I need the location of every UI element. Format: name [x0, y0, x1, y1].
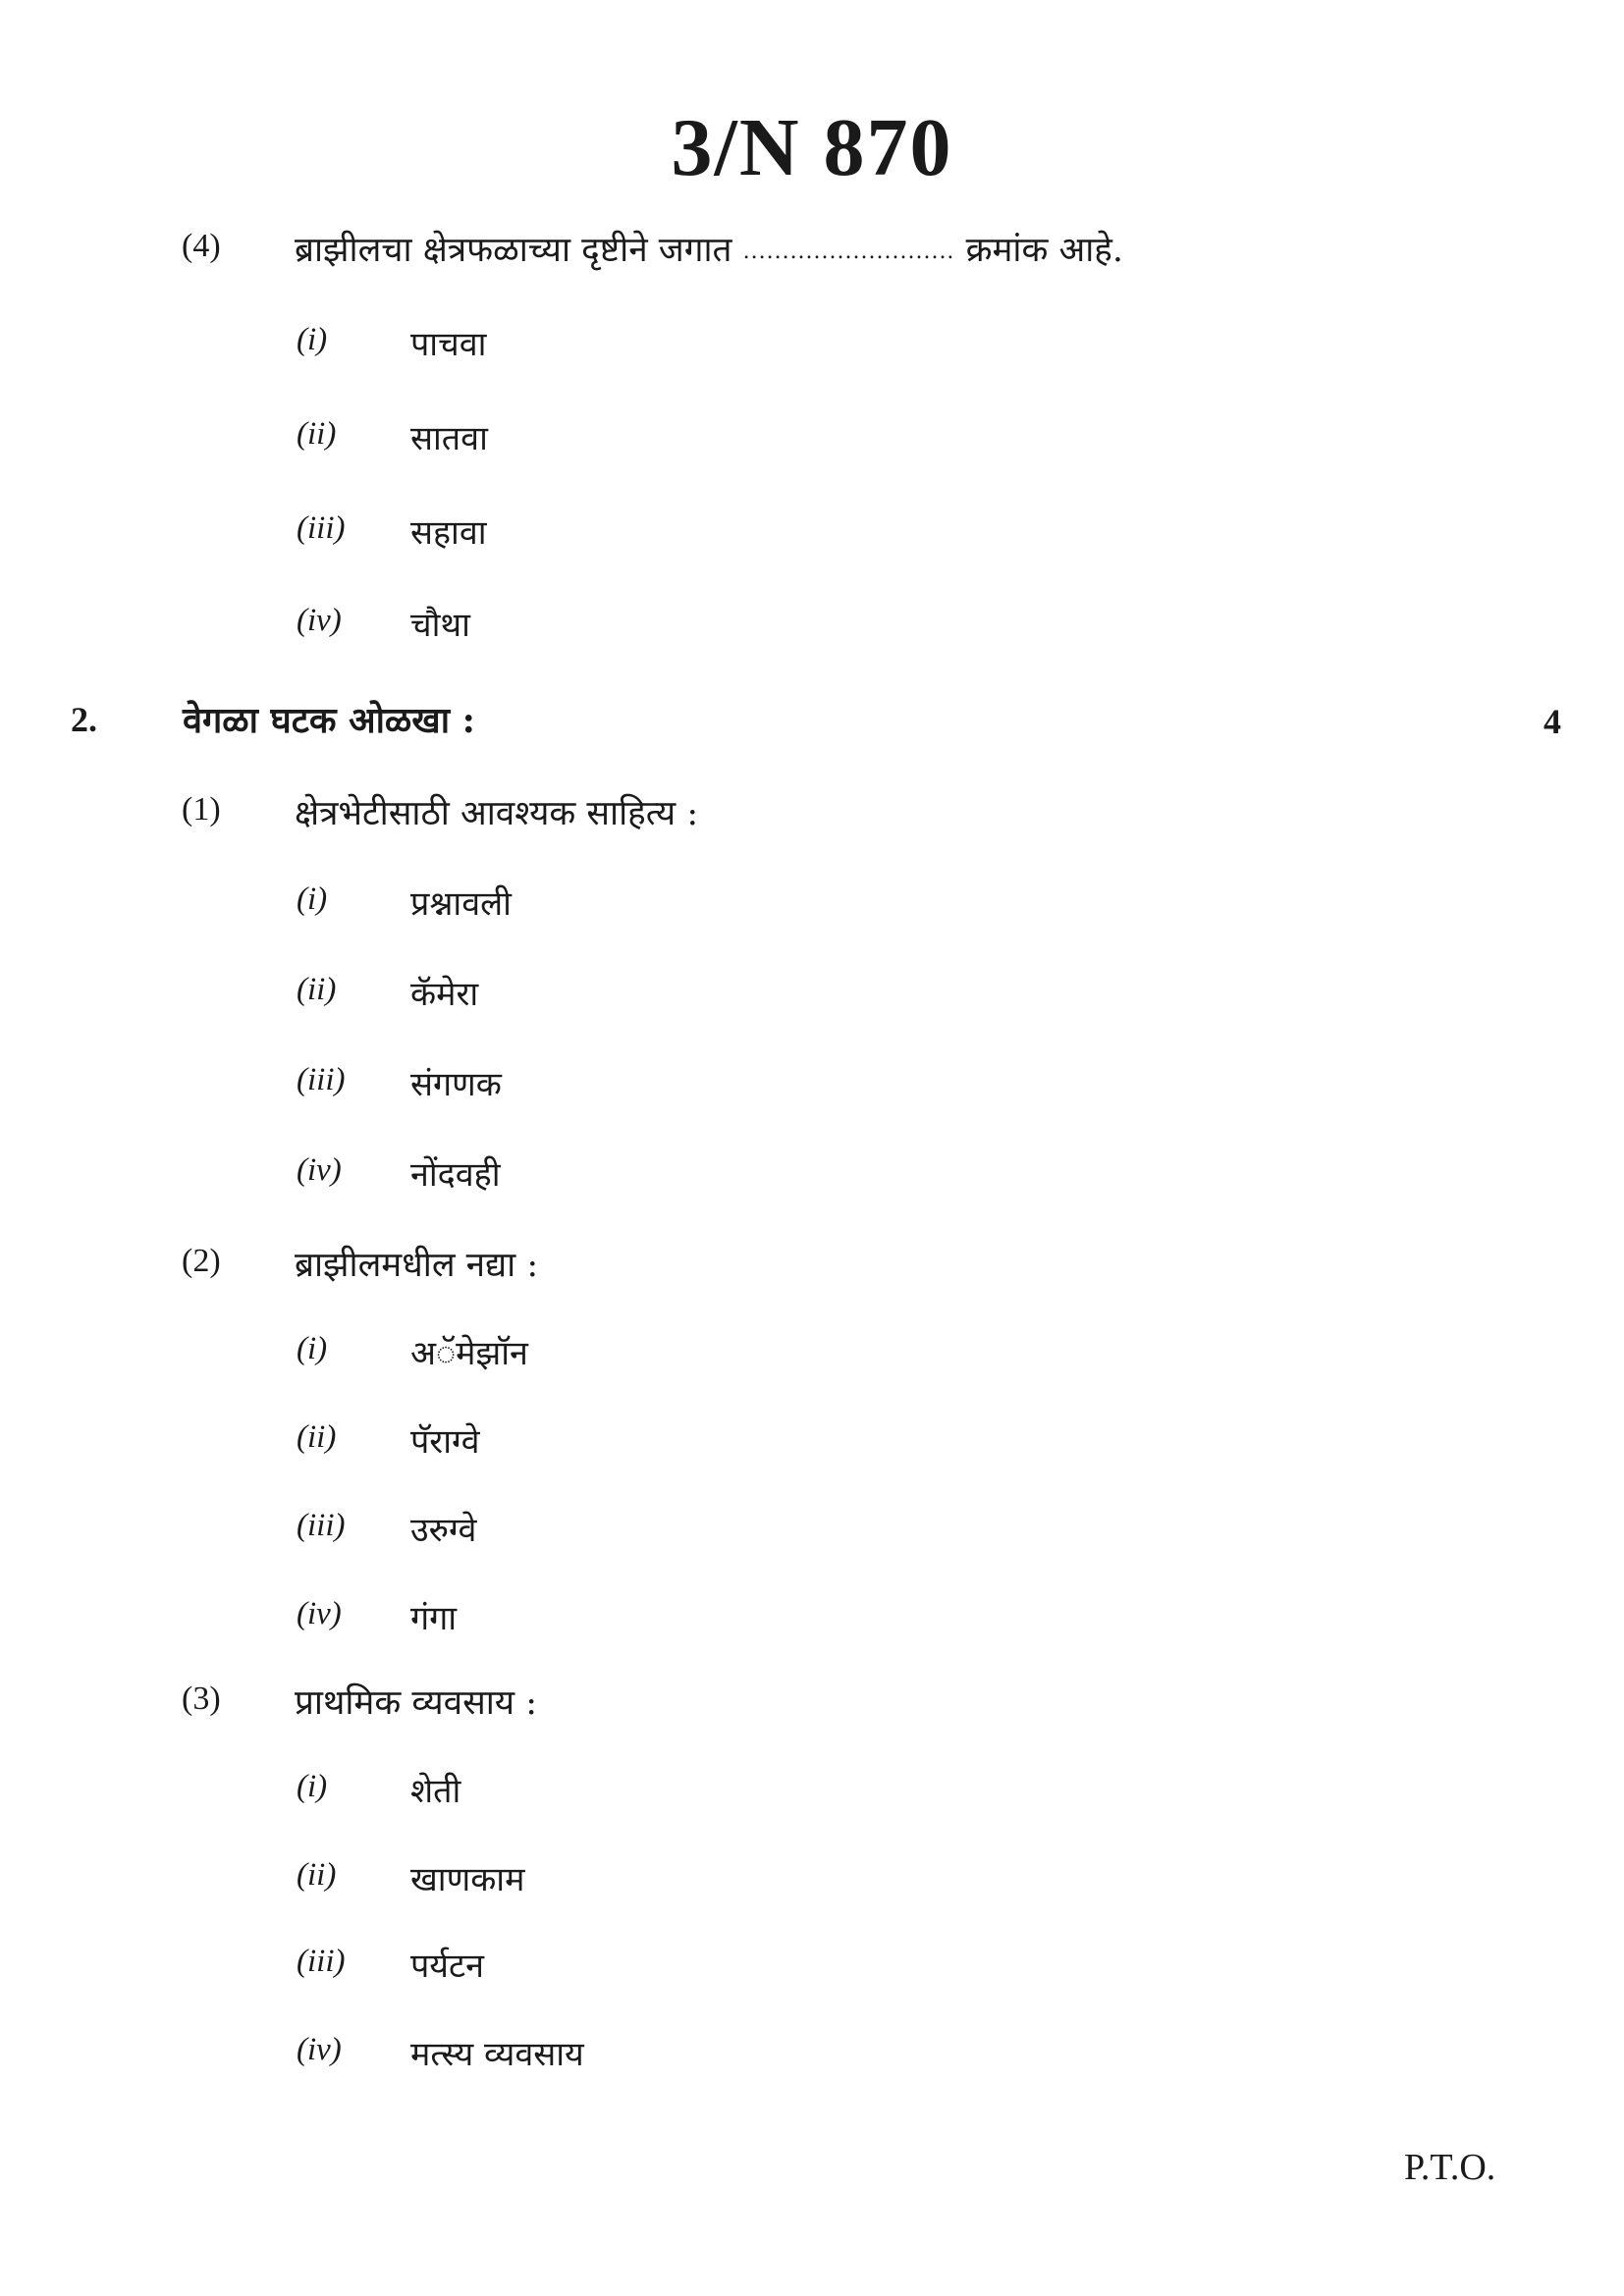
sub-question-number: (2): [182, 1243, 221, 1279]
option-number: (iii): [297, 1508, 346, 1543]
option-text: पाचवा: [410, 325, 487, 364]
option-text: पर्यटन: [410, 1947, 485, 1986]
sub-question-number: (4): [182, 228, 221, 264]
option-text: संगणक: [410, 1065, 502, 1104]
option-text: शेती: [410, 1772, 461, 1811]
question-title: वेगळा घटक ओळखा :: [183, 700, 475, 741]
option-number: (iv): [297, 1596, 342, 1631]
option-text: सातवा: [410, 419, 488, 458]
option-number: (ii): [297, 972, 337, 1007]
option-number: (ii): [297, 1857, 337, 1893]
sub-question-number: (3): [182, 1681, 221, 1717]
option-text: प्रश्नावली: [410, 884, 512, 924]
option-number: (iv): [297, 2032, 342, 2067]
option-text: अॅमेझॉन: [410, 1334, 528, 1373]
option-text: सहावा: [410, 513, 487, 553]
option-text: उरुग्वे: [410, 1511, 477, 1550]
option-number: (iii): [297, 1062, 346, 1097]
option-text: पॅराग्वे: [410, 1422, 480, 1462]
sub-question-text: प्राथमिक व्यवसाय :: [295, 1683, 538, 1723]
please-turn-over: P.T.O.: [1404, 2147, 1496, 2188]
option-text: मत्स्य व्यवसाय: [410, 2035, 584, 2074]
option-number: (i): [297, 1769, 328, 1804]
option-number: (ii): [297, 1419, 337, 1455]
option-text: नोंदवही: [410, 1155, 501, 1195]
option-text: कॅमेरा: [410, 975, 479, 1014]
sub-question-text: ब्राझीलमधील नद्या :: [295, 1246, 539, 1285]
option-number: (i): [297, 322, 328, 357]
option-number: (iv): [297, 603, 342, 638]
option-number: (iv): [297, 1152, 342, 1188]
sub-question-text-before: ब्राझीलचा क्षेत्रफळाच्या दृष्टीने जगात: [295, 231, 732, 270]
option-number: (i): [297, 881, 328, 917]
sub-question-text: [295, 226, 1123, 272]
question-marks: 4: [1543, 702, 1561, 741]
sub-question-number: (1): [182, 791, 221, 828]
option-number: (iii): [297, 510, 346, 546]
option-text: गंगा: [410, 1599, 458, 1638]
fill-in-blank: ...........................: [742, 240, 955, 264]
option-text: चौथा: [410, 606, 470, 645]
option-number: (iii): [297, 1944, 346, 1979]
sub-question-text-after: क्रमांक आहे.: [965, 231, 1123, 270]
sub-question-text: क्षेत्रभेटीसाठी आवश्यक साहित्य :: [295, 794, 699, 833]
option-number: (i): [297, 1331, 328, 1366]
option-number: (ii): [297, 416, 337, 452]
option-text: खाणकाम: [410, 1860, 525, 1899]
paper-code: 3/N 870: [671, 102, 953, 193]
question-number: 2.: [71, 700, 97, 739]
